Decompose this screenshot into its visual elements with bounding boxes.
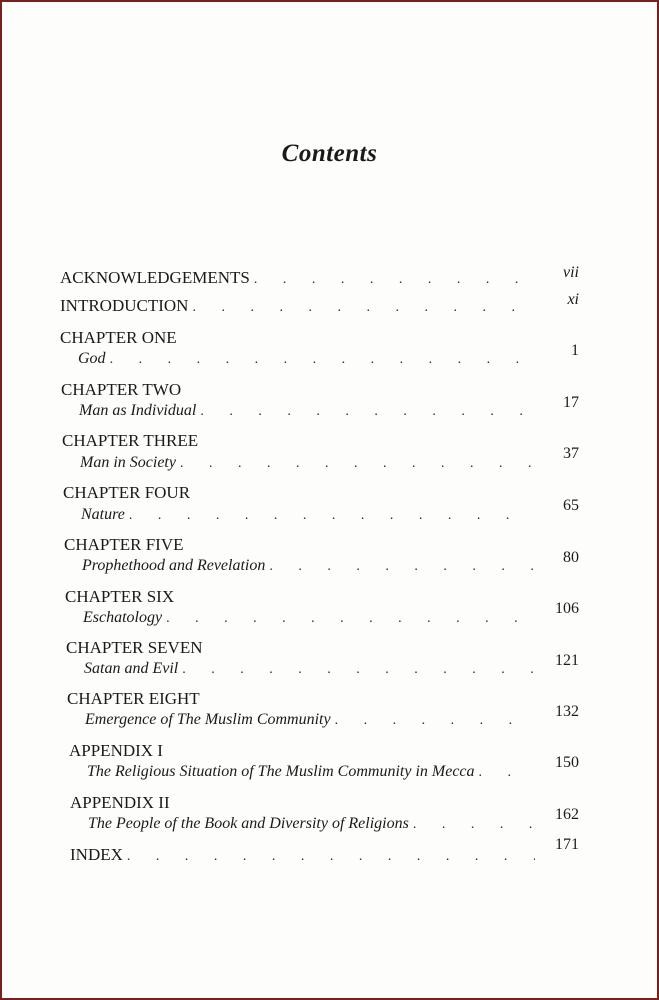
dot-leader: [269, 559, 535, 575]
toc-entry-chapter-six[interactable]: [83, 609, 539, 627]
toc-heading: INDEX: [70, 845, 123, 864]
toc-heading: CHAPTER FIVE: [64, 535, 184, 554]
dot-leader: [127, 849, 535, 865]
toc-subtitle: Satan and Evil: [84, 660, 179, 677]
dot-leader: [335, 713, 535, 729]
toc-heading: INTRODUCTION: [60, 296, 189, 315]
toc-entry-chapter-two[interactable]: [79, 402, 539, 420]
toc-heading: CHAPTER ONE: [60, 328, 177, 347]
toc-heading: CHAPTER SEVEN: [66, 638, 203, 657]
toc-subtitle: Prophethood and Revelation: [82, 557, 266, 574]
toc-heading: CHAPTER TWO: [61, 380, 182, 399]
toc-page-number: 150: [555, 754, 579, 771]
toc-page-number: 37: [563, 445, 579, 462]
dot-leader: [166, 611, 535, 627]
toc-page-number: 162: [555, 806, 579, 823]
toc-page-number: vii: [563, 264, 579, 281]
dot-leader: [129, 508, 535, 524]
toc-page-number: 121: [555, 652, 579, 669]
dot-leader: [413, 817, 535, 833]
toc-page-number: xi: [567, 291, 579, 308]
toc-subtitle: Man as Individual: [79, 402, 197, 419]
toc-subtitle: The Religious Situation of The Muslim Community in Mecca: [87, 763, 475, 780]
toc-heading: CHAPTER EIGHT: [67, 689, 200, 708]
toc-heading: CHAPTER SIX: [65, 587, 175, 606]
dot-leader: [110, 352, 535, 368]
contents-title: Contents: [281, 140, 378, 167]
toc-subtitle: God: [78, 350, 106, 367]
dot-leader: [182, 662, 535, 678]
table-of-contents: [2, 2, 657, 998]
toc-entry-appendix-one[interactable]: [87, 763, 539, 781]
toc-heading: CHAPTER THREE: [62, 431, 199, 450]
toc-page-number: 171: [555, 836, 579, 853]
toc-subtitle: Nature: [81, 506, 125, 523]
toc-subtitle: Man in Society: [80, 454, 176, 471]
toc-subtitle: Eschatology: [83, 609, 163, 626]
toc-entry-index[interactable]: [70, 845, 539, 865]
dot-leader: [254, 272, 535, 288]
toc-page-number: 106: [555, 600, 579, 617]
toc-page-number: 65: [563, 497, 579, 514]
toc-subtitle: The People of the Book and Diversity of Religions: [88, 815, 409, 832]
toc-entry-chapter-five[interactable]: [82, 557, 539, 575]
toc-entry-acknowledgements[interactable]: [60, 268, 539, 288]
toc-subtitle: Emergence of The Muslim Community: [85, 711, 331, 728]
dot-leader: [479, 765, 535, 781]
toc-entry-appendix-two[interactable]: [88, 815, 539, 833]
toc-heading: APPENDIX I: [69, 741, 163, 760]
toc-heading: APPENDIX II: [70, 793, 170, 812]
toc-page-number: 1: [571, 342, 579, 359]
toc-entry-chapter-four[interactable]: [81, 506, 539, 524]
toc-page-number: 132: [555, 703, 579, 720]
toc-page-number: 17: [563, 394, 579, 411]
toc-heading: ACKNOWLEDGEMENTS: [60, 268, 250, 287]
dot-leader: [180, 456, 535, 472]
toc-heading: CHAPTER FOUR: [63, 483, 191, 502]
toc-entry-chapter-seven[interactable]: [84, 660, 539, 678]
dot-leader: [200, 404, 535, 420]
toc-entry-chapter-one[interactable]: [78, 350, 539, 368]
toc-entry-chapter-eight[interactable]: [85, 711, 539, 729]
toc-entry-introduction[interactable]: [60, 296, 539, 316]
toc-page-number: 80: [563, 549, 579, 566]
toc-entry-chapter-three[interactable]: [80, 454, 539, 472]
dot-leader: [192, 300, 535, 316]
